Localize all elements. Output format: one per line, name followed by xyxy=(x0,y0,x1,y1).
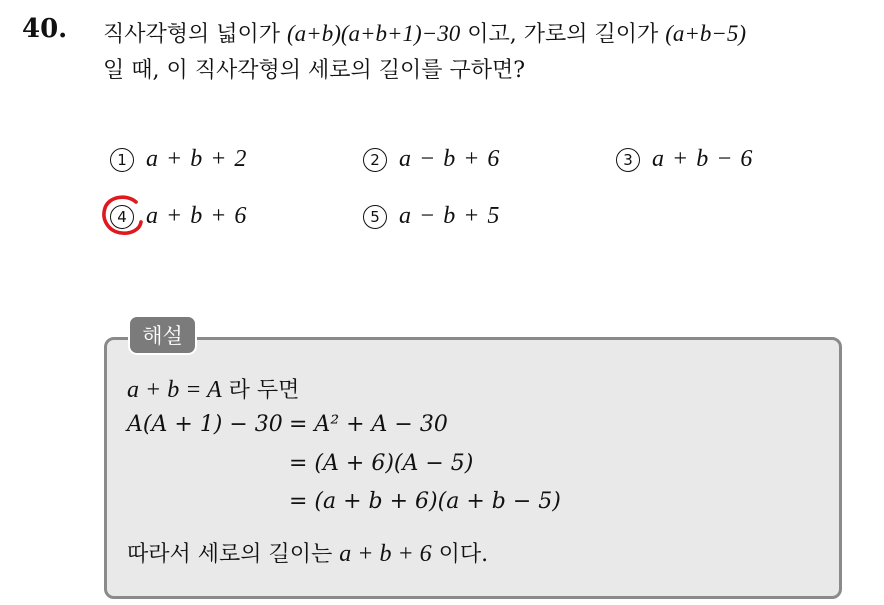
stem-line-1 xyxy=(103,16,873,53)
choice-1-marker: 1 xyxy=(110,148,134,172)
choice-2-marker: 2 xyxy=(363,148,387,172)
choice-3-expression: a + b − 6 xyxy=(652,146,754,172)
solution-line-4: = (a + b + 6)(a + b − 5) xyxy=(289,489,561,514)
stem-text-a: 직사각형의 넓이가 xyxy=(103,22,288,47)
solution-line-3: = (A + 6)(A − 5) xyxy=(289,451,474,476)
choice-3-marker: 3 xyxy=(616,148,640,172)
choice-1[interactable] xyxy=(110,146,247,173)
solution-conclusion-expression: a + b + 6 xyxy=(339,541,432,567)
choice-5-marker: 5 xyxy=(363,205,387,229)
solution-line-1 xyxy=(127,373,299,404)
solution-label: 해설 xyxy=(128,315,197,355)
choice-5-expression: a − b + 5 xyxy=(399,203,501,229)
choice-4-expression: a + b + 6 xyxy=(146,203,248,229)
stem-expression-width: (a+b−5) xyxy=(665,21,747,46)
solution-substitution: a + b = A xyxy=(127,377,222,403)
solution-conclusion xyxy=(127,537,488,568)
solution-conclusion-text-a: 따라서 세로의 길이는 xyxy=(127,542,340,567)
choice-2[interactable] xyxy=(363,146,500,173)
problem-number: 40. xyxy=(22,14,68,44)
choice-2-expression: a − b + 6 xyxy=(399,146,501,172)
stem-line-2: 일 때, 이 직사각형의 세로의 길이를 구하면? xyxy=(103,58,526,83)
choice-4-marker: 4 xyxy=(110,205,134,229)
stem-expression-area: (a+b)(a+b+1)−30 xyxy=(287,21,461,46)
choice-3[interactable] xyxy=(616,146,753,173)
solution-line-1-text: 라 두면 xyxy=(221,378,300,403)
solution-conclusion-text-b: 이다. xyxy=(431,542,489,567)
problem-stem xyxy=(103,16,873,89)
choice-1-expression: a + b + 2 xyxy=(146,146,248,172)
answer-circle-mark-icon xyxy=(100,193,146,237)
solution-line-2-rhs: = A² + A − 30 xyxy=(289,412,448,437)
stem-text-b: 이고, 가로의 길이가 xyxy=(460,22,666,47)
solution-line-2-lhs: A(A + 1) − 30 xyxy=(127,412,283,437)
choice-5[interactable] xyxy=(363,203,500,230)
